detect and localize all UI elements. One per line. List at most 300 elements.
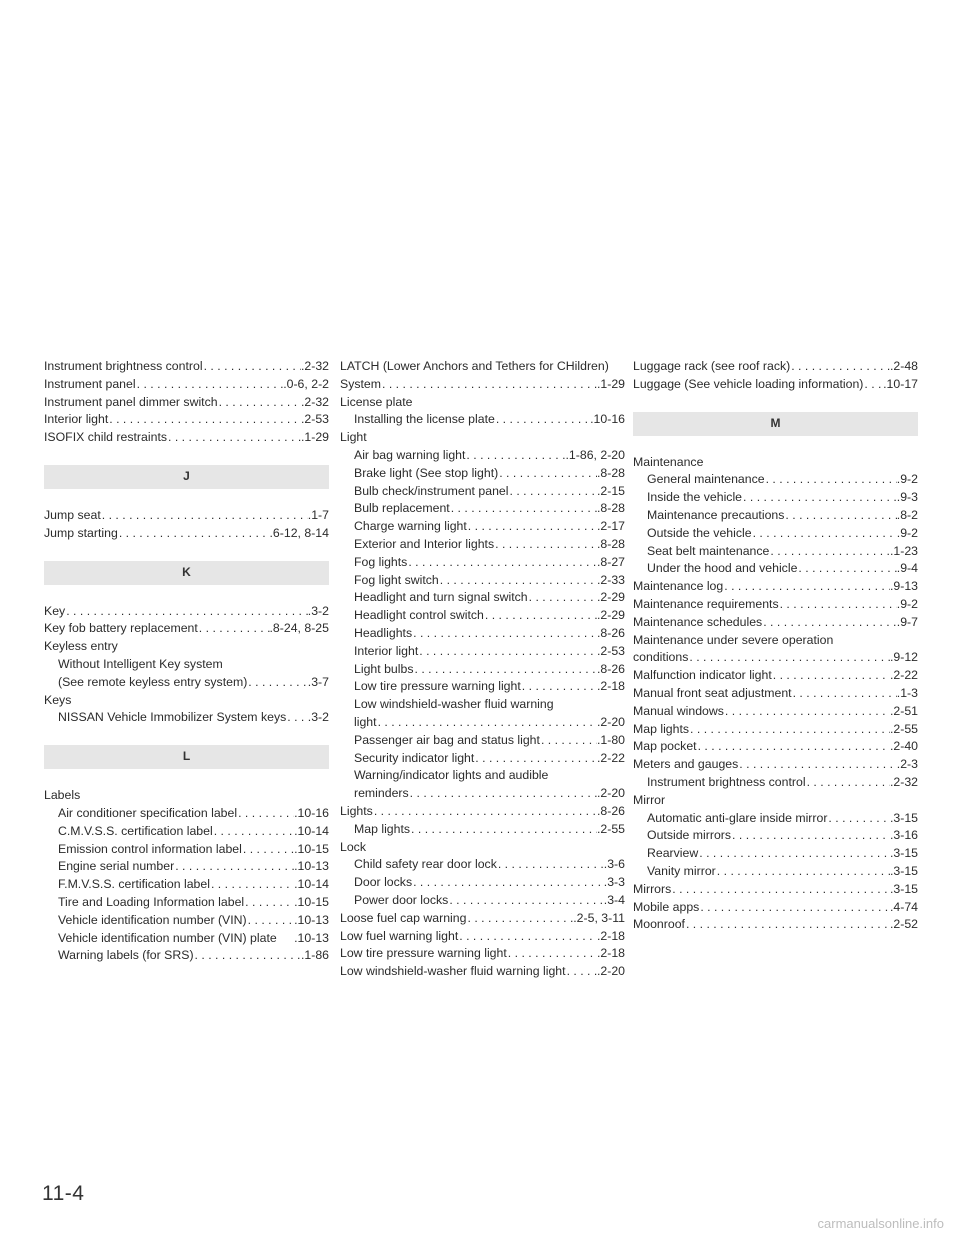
index-entry-page: .1-7 [307, 507, 329, 522]
dot-leader [108, 411, 301, 429]
dot-leader [495, 411, 590, 429]
dot-leader [136, 376, 284, 394]
index-entry-label: Outside mirrors [647, 828, 732, 843]
index-entry-label: Vehicle identification number (VIN) plate [58, 930, 277, 945]
index-entry [340, 661, 625, 679]
index-entry-page: .1-86 [300, 948, 329, 963]
index-entry-label: Engine serial number [58, 859, 175, 874]
index-entry [340, 714, 625, 732]
index-entry-label: Tire and Loading Information label [58, 894, 245, 909]
index-entry-label: Air bag warning light [354, 447, 466, 462]
index-entry-page: .2-20 [596, 714, 625, 729]
dot-leader [689, 721, 890, 739]
dot-leader [497, 856, 604, 874]
index-entry-page: .10-16 [590, 412, 625, 427]
index-entry-label: Inside the vehicle [647, 490, 743, 505]
dot-leader [765, 471, 897, 489]
index-entry-label: General maintenance [647, 472, 765, 487]
index-column-3 [633, 358, 918, 934]
index-entry [44, 709, 329, 727]
dot-leader [769, 543, 890, 561]
dot-leader [752, 525, 897, 543]
index-entry [340, 554, 625, 572]
index-entry [633, 596, 918, 614]
dot-leader [450, 500, 597, 518]
index-entry-label: Interior light [44, 412, 109, 427]
index-entry-label: Brake light (See stop light) [354, 465, 499, 480]
index-entry-label: Luggage rack (see roof rack) [633, 359, 791, 373]
index-entry-page: .2-33 [596, 572, 625, 587]
index-entry [340, 500, 625, 518]
index-subheading: Maintenance under severe operation [633, 632, 834, 647]
dot-leader [407, 554, 597, 572]
dot-leader [213, 823, 294, 841]
index-entry-page: .10-15 [294, 894, 329, 909]
index-entry [633, 614, 918, 632]
index-entry [633, 703, 918, 721]
dot-leader [724, 703, 890, 721]
index-entry [633, 507, 918, 525]
dot-leader [863, 376, 883, 394]
index-entry [44, 876, 329, 894]
index-entry-page: .2-55 [889, 721, 918, 736]
index-entry-label: Luggage (See vehicle loading information) [633, 376, 864, 391]
dot-leader [806, 774, 890, 792]
index-entry-label: Lights [340, 803, 373, 818]
index-entry [633, 525, 918, 543]
index-entry [633, 810, 918, 828]
index-entry-page: .2-51 [889, 703, 918, 718]
index-entry [633, 489, 918, 507]
index-entry-page: .10-13 [294, 912, 329, 927]
section-header: J [44, 465, 329, 489]
index-subheading: Warning/indicator lights and audible [354, 768, 549, 783]
index-entry [633, 738, 918, 756]
index-entry-label: Low tire pressure warning light [354, 679, 521, 694]
index-entry-page: .2-17 [596, 519, 625, 534]
index-entry-page: .3-6 [603, 857, 625, 872]
index-entry-label: Security indicator light [354, 750, 475, 765]
index-entry [340, 518, 625, 536]
index-entry [340, 821, 625, 839]
index-entry [340, 589, 625, 607]
index-entry-page: .2-40 [889, 739, 918, 754]
index-entry [44, 411, 329, 429]
index-entry-label: Charge warning light [354, 519, 467, 534]
index-entry-label: Moonroof [633, 917, 685, 932]
index-entry [340, 678, 625, 696]
index-entry [340, 750, 625, 768]
index-column-1 [44, 358, 329, 965]
index-entry-label: Mobile apps [633, 899, 700, 914]
index-entry-page: .2-29 [596, 590, 625, 605]
dot-leader [685, 916, 890, 934]
dot-leader [784, 507, 896, 525]
dot-leader [65, 603, 308, 621]
index-entry [340, 607, 625, 625]
index-entry-label: Key fob battery replacement [44, 621, 198, 636]
dot-leader [731, 827, 890, 845]
index-entry-page: .1-86, 2-20 [565, 447, 625, 462]
index-entry [44, 912, 329, 930]
index-entry-page: .9-13 [889, 579, 918, 594]
index-entry-page: .2-32 [300, 394, 329, 409]
index-entry-label: Seat belt maintenance [647, 543, 770, 558]
dot-leader [484, 607, 597, 625]
index-entry-page: .1-29 [596, 376, 625, 391]
index-entry-label: Vanity mirror [647, 863, 716, 878]
index-entry-label: Map lights [354, 821, 411, 836]
index-entry-label: Meters and gauges [633, 757, 739, 772]
dot-leader [412, 874, 604, 892]
index-entry-page: .9-7 [896, 614, 918, 629]
index-entry-label: Instrument brightness control [44, 359, 203, 373]
index-entry-label: Passenger air bag and status light [354, 732, 540, 747]
index-entry-label: Power door locks [354, 892, 449, 907]
index-entry-page: .2-32 [300, 359, 329, 373]
index-entry-label: Instrument panel dimmer switch [44, 394, 218, 409]
index-entry [44, 858, 329, 876]
index-entry-label: Maintenance requirements [633, 596, 779, 611]
index-subheading: Keys [44, 692, 72, 707]
index-entry-page: .2-20 [596, 964, 625, 979]
index-entry-page: .3-2 [307, 603, 329, 618]
index-subheading: License plate [340, 394, 413, 409]
index-entry-page: .0-6, 2-2 [283, 376, 329, 391]
index-entry [633, 376, 918, 394]
dot-leader [779, 596, 897, 614]
index-entry-page: .4-74 [889, 899, 918, 914]
index-entry-page: .3-15 [889, 810, 918, 825]
index-entry-page: .8-2 [896, 507, 918, 522]
index-entry-page: .10-13 [294, 859, 329, 874]
index-entry-page: .8-26 [596, 661, 625, 676]
index-entry [340, 625, 625, 643]
index-entry-page: .3-2 [307, 710, 329, 725]
dot-leader [413, 661, 596, 679]
index-entry-label: Low tire pressure warning light [340, 946, 507, 961]
index-entry-page: .1-29 [300, 430, 329, 445]
index-entry-label: Map lights [633, 721, 690, 736]
index-entry-page: .10-14 [294, 877, 329, 892]
index-entry-page: .8-27 [596, 554, 625, 569]
index-entry-label: light [354, 714, 377, 729]
dot-leader [373, 803, 597, 821]
index-entry [633, 358, 918, 376]
index-entry-page: .3-3 [603, 875, 625, 890]
index-entry [633, 827, 918, 845]
dot-leader [790, 358, 890, 376]
index-entry [633, 667, 918, 685]
index-entry-label: F.M.V.S.S. certification label [58, 877, 210, 892]
index-entry-label: conditions [633, 650, 689, 665]
dot-leader [439, 572, 597, 590]
index-subheading: Labels [44, 788, 81, 803]
index-entry [44, 394, 329, 412]
index-entry-label: Installing the license plate [354, 412, 495, 427]
index-entry [44, 841, 329, 859]
index-entry [340, 945, 625, 963]
index-entry-label: Maintenance schedules [633, 614, 763, 629]
index-entry-label: Low windshield-washer fluid warning light [340, 964, 566, 979]
index-entry-page: .10-14 [294, 823, 329, 838]
index-entry-page: .3-4 [603, 892, 625, 907]
dot-leader [247, 912, 294, 930]
index-entry-label: Headlight control switch [354, 608, 484, 623]
index-entry-label: Low fuel warning light [340, 928, 459, 943]
dot-leader [381, 376, 597, 394]
index-entry-label: Headlight and turn signal switch [354, 590, 528, 605]
index-entry-label: Child safety rear door lock [354, 857, 497, 872]
index-entry-label: Bulb check/instrument panel [354, 483, 509, 498]
watermark[interactable]: carmanualsonline.info [817, 1216, 944, 1231]
dot-leader [465, 447, 565, 465]
index-entry [44, 894, 329, 912]
index-entry [340, 785, 625, 803]
index-entry [340, 732, 625, 750]
index-subheading: LATCH (Lower Anchors and Tethers for CHildren) [340, 359, 609, 373]
dot-leader [101, 507, 308, 525]
index-entry-page: .3-16 [889, 828, 918, 843]
index-subheading: Without Intelligent Key system [58, 656, 223, 671]
section-header: L [44, 745, 329, 769]
dot-leader [412, 625, 597, 643]
index-entry [44, 525, 329, 543]
dot-leader [494, 536, 597, 554]
index-entry-label: ISOFIX child restraints [44, 430, 168, 445]
dot-leader [671, 881, 890, 899]
index-entry-page: .9-2 [896, 596, 918, 611]
index-entry [340, 447, 625, 465]
index-entry-label: Exterior and Interior lights [354, 536, 495, 551]
index-entry [633, 649, 918, 667]
index-entry-label: Map pocket [633, 739, 697, 754]
index-subheading: Low windshield-washer fluid warning [354, 697, 554, 712]
index-entry-page: .2-15 [596, 483, 625, 498]
index-entry-page: .2-22 [596, 750, 625, 765]
index-entry-label: Headlights [354, 625, 413, 640]
index-entry [340, 963, 625, 981]
index-entry-label: Warning labels (for SRS) [58, 948, 194, 963]
dot-leader [410, 821, 597, 839]
index-entry [44, 507, 329, 525]
index-entry [340, 910, 625, 928]
index-entry-page: .2-22 [889, 668, 918, 683]
index-entry [633, 685, 918, 703]
index-entry [633, 881, 918, 899]
dot-leader [474, 750, 597, 768]
index-entry [340, 411, 625, 429]
index-entry-label: Fog light switch [354, 572, 439, 587]
dot-leader [528, 589, 597, 607]
section-header: K [44, 561, 329, 585]
index-entry [340, 928, 625, 946]
index-entry-label: Maintenance log [633, 579, 724, 594]
index-entry-page: .3-7 [307, 674, 329, 689]
index-entry-label: C.M.V.S.S. certification label [58, 823, 213, 838]
index-entry-page: .2-20 [596, 786, 625, 801]
index-entry [44, 930, 329, 948]
dot-leader [242, 841, 294, 859]
index-entry-label: System [340, 376, 381, 391]
index-entry-page: .2-53 [596, 643, 625, 658]
index-entry-label: Key [44, 603, 66, 618]
index-entry [633, 560, 918, 578]
index-entry-label: Jump starting [44, 525, 118, 540]
index-entry-page: .9-2 [896, 472, 918, 487]
dot-leader [698, 845, 890, 863]
index-entry-label: Instrument brightness control [647, 774, 806, 789]
dot-leader [566, 963, 597, 981]
dot-leader [467, 518, 597, 536]
index-entry-page: .3-15 [889, 881, 918, 896]
index-entry [44, 603, 329, 621]
index-entry-label: Jump seat [44, 507, 101, 522]
index-entry-label: Maintenance precautions [647, 507, 785, 522]
index-entry-page: .2-53 [300, 412, 329, 427]
index-subheading: Keyless entry [44, 639, 118, 654]
index-entry-page: .9-2 [896, 525, 918, 540]
dot-leader [198, 620, 270, 638]
index-entry [633, 774, 918, 792]
index-entry [633, 899, 918, 917]
index-entry [340, 643, 625, 661]
index-entry-page: .2-55 [596, 821, 625, 836]
index-entry-label: Loose fuel cap warning [340, 910, 467, 925]
index-entry-page: .8-28 [596, 501, 625, 516]
index-entry [633, 756, 918, 774]
dot-leader [203, 358, 301, 376]
index-entry-label: reminders [354, 786, 409, 801]
dot-leader [377, 714, 597, 732]
index-entry [633, 916, 918, 934]
index-entry [340, 483, 625, 501]
index-entry-label: Outside the vehicle [647, 525, 752, 540]
index-entry-page: .2-18 [596, 679, 625, 694]
index-column-2 [340, 358, 625, 981]
index-entry-label: (See remote keyless entry system) [58, 674, 248, 689]
index-entry [340, 536, 625, 554]
index-entry [633, 578, 918, 596]
index-entry-page: .8-26 [596, 803, 625, 818]
index-entry-page: .8-28 [596, 465, 625, 480]
index-entry-page: .2-18 [596, 946, 625, 961]
index-entry [44, 358, 329, 376]
index-entry-page: .9-3 [896, 490, 918, 505]
index-entry [633, 471, 918, 489]
index-entry-label: Vehicle identification number (VIN) [58, 912, 247, 927]
index-subheading: Mirror [633, 792, 666, 807]
dot-leader [540, 732, 597, 750]
index-entry-label: Bulb replacement [354, 501, 450, 516]
index-entry-page: .2-18 [596, 928, 625, 943]
index-entry-page: .1-23 [889, 543, 918, 558]
index-entry-page: .2-32 [889, 774, 918, 789]
dot-leader [174, 858, 294, 876]
dot-leader [218, 394, 301, 412]
index-entry [44, 805, 329, 823]
dot-leader [772, 667, 890, 685]
index-entry-page: .9-12 [889, 650, 918, 665]
dot-leader [118, 525, 270, 543]
dot-leader [699, 899, 890, 917]
index-entry [633, 543, 918, 561]
index-entry-label: Light bulbs [354, 661, 414, 676]
index-entry-label: Instrument panel [44, 376, 136, 391]
dot-leader [418, 643, 597, 661]
index-entry-page: .9-4 [896, 561, 918, 576]
index-entry [44, 429, 329, 447]
index-entry-label: NISSAN Vehicle Immobilizer System keys [58, 710, 287, 725]
index-entry-page: .3-15 [889, 863, 918, 878]
index-entry-page: .3-15 [889, 846, 918, 861]
index-entry [340, 376, 625, 394]
index-entry-label: Automatic anti-glare inside mirror [647, 810, 828, 825]
dot-leader [409, 785, 597, 803]
index-entry [633, 845, 918, 863]
dot-leader [194, 947, 301, 965]
index-subheading: Light [340, 430, 367, 445]
index-entry [44, 674, 329, 692]
dot-leader [498, 465, 597, 483]
index-entry-page: .1-3 [896, 685, 918, 700]
index-entry-page: .8-26 [596, 625, 625, 640]
index-entry [44, 947, 329, 965]
index-entry-label: Malfunction indicator light [633, 668, 772, 683]
dot-leader [742, 489, 897, 507]
index-entry-page: .2-3 [896, 757, 918, 772]
index-entry-page: .2-48 [889, 359, 918, 373]
dot-leader [697, 738, 890, 756]
dot-leader [521, 678, 597, 696]
index-entry-page: .10-17 [883, 376, 918, 391]
section-header: M [633, 412, 918, 436]
index-entry-label: Mirrors [633, 881, 672, 896]
dot-leader [247, 674, 308, 692]
index-entry-page: .10-15 [294, 841, 329, 856]
index-entry-page: .1-80 [596, 732, 625, 747]
dot-leader [792, 685, 897, 703]
dot-leader [797, 560, 896, 578]
dot-leader [458, 928, 597, 946]
index-entry-page: .2-29 [596, 608, 625, 623]
index-entry-label: Under the hood and vehicle [647, 561, 798, 576]
index-subheading: Lock [340, 839, 366, 854]
index-entry-label: Door locks [354, 875, 413, 890]
index-entry [340, 465, 625, 483]
page-number: 11-4 [42, 1182, 85, 1205]
index-entry [44, 823, 329, 841]
index-entry-label: Fog lights [354, 554, 408, 569]
index-entry [340, 892, 625, 910]
dot-leader [827, 810, 890, 828]
index-entry-page: .10-13 [294, 930, 329, 945]
dot-leader [466, 910, 573, 928]
index-entry [44, 376, 329, 394]
index-entry-label: Manual windows [633, 703, 724, 718]
index-subheading: Maintenance [633, 454, 704, 469]
dot-leader [716, 863, 890, 881]
dot-leader [448, 892, 603, 910]
index-entry-page: .2-5, 3-11 [573, 910, 625, 925]
dot-leader [210, 876, 294, 894]
index-entry [633, 863, 918, 881]
dot-leader [507, 945, 597, 963]
index-entry [340, 572, 625, 590]
index-entry [340, 874, 625, 892]
index-entry-page: .10-16 [294, 805, 329, 820]
dot-leader [244, 894, 294, 912]
